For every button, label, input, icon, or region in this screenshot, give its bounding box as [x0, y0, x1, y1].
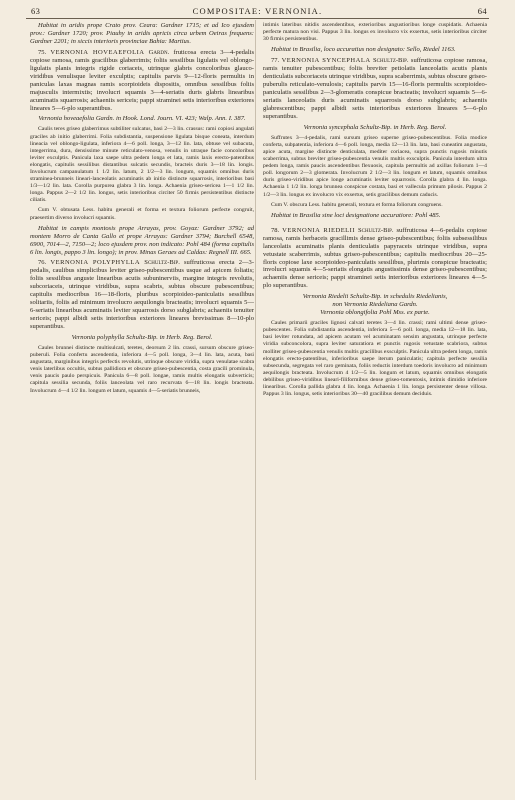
synonym-reference: non Vernonia Riedeliana Gardn.: [332, 301, 418, 309]
habitat-note: Habitat in aridis prope Crato prov. Ceara: Gardner 1715; et ad Ico ejusdem prov.: Gardner 1720; prov. Piauhy in aridis apricis circa urbem Oeiras frequens: Gardner 2201; in siccis interioris provinciae Bahia: Martius.: [30, 22, 254, 45]
synonym-reference: Vernonia polyphylla Schultz-Bip. in Herb. Reg. Berol.: [71, 334, 213, 342]
species-entry-76: [30, 259, 254, 331]
species-author: Schultz-Bip.: [372, 57, 409, 65]
entry-number: 75.: [38, 48, 47, 56]
species-entry-75: [30, 49, 254, 113]
species-entry-77: [263, 57, 487, 121]
page-number-right: 64: [477, 6, 487, 16]
entry-number: 78.: [271, 226, 280, 234]
right-column: [263, 22, 487, 792]
entry-number: 77.: [271, 57, 280, 65]
synonym-reference: Vernonia hoveaefolia Gardn. in Hook. Lond. Journ. VI. 423; Walp. Ann. I. 387.: [38, 115, 246, 123]
species-diagnosis: suffruticosa 4—6-pedalis copiose ramosa, ramis herbaceis gracillimis dense griseo-pubescentibus; foliis subsessilibus lanceolatis acuminatis planis denticulatis papyraceis utrinque viridibus, supra vetustate scaberrimis, subtus griseo-pubescentibus; capitulis mediocribus 20—25-floris copiose laxe scorpioideo-paniculatis sessilibus, plurimis conspicue bracteatis; involucri squamis 4—5-seriatis elongatis angustissimis dense griseo-pubescentibus; achaeniis dense sericeis; pappi straminei setis interioribus exteriores lineares 4—5-plo superantibus.: [263, 226, 487, 290]
synonym-reference: Vernonia Riedelii Schultz-Bip. in schedulis Riedelianis,: [302, 293, 448, 301]
habitat-note: Habitat in Brasilia sine loci designatione accuratiore: Pohl 485.: [271, 211, 441, 219]
left-column: [30, 22, 254, 792]
species-name: VERNONIA POLYPHYLLA: [50, 259, 141, 267]
synonym-reference: Vernonia oblongifolia Pohl Mss. ex parte.: [320, 309, 430, 317]
species-author: Schultz-Bip.: [358, 226, 394, 234]
header-rule: [26, 18, 489, 19]
species-diagnosis: suffruticosa copiose ramosa, ramis tenuiter pubescentibus; foliis breviter petiolatis lanceolatis acutis planis denticulatis subcoriaceis utrinque viridibus, supra scaberrimis, subtus obscure griseo-puberulis reticulato-venulosis; capitulis parvis 15—16-floris permultis scorpioideo-paniculatis sessilibus 2—3-glomeratis conspicue bracteatis; involucri squamis 5—6-seriatis lanceolatis duris acuminatis squarrosis dorso subglabris; achaeniis glabrescentibus; pappi albidi setis interioribus exteriores lineares 5—6-plo superantibus.: [263, 57, 487, 120]
species-description: Caules brunnei distincte multisulcati, teretes, deorsum 2 lin. crassi, sursum obscure griseo-puberuli. Folia confertu ascendentia, inferiora 4—5 poll. longa, 3—4 lin. lata, acuta, basi angustata, marginibus integris perfectis revolutis, utrinque obscure viridia, supra venulatae scabra venis laterlibus occultis, subtus pallidiora et obscure griseo-pubescentia, costa gracili prominula, venis paucis paulo perspicuis. Panicula 6—8 poll. longae, ramis multis elongatis subverticis; capitula sessilia secunda, foliis lanceolata vel raro recurvata 6—18 lin. longis bracteata. Involucrum 4—4 1/2 lin. longum et latum, squamis 4—5-seriatis brunneis,: [30, 345, 254, 394]
species-description: Suffrutex 3—4-pedalis, rami sursum griseo superne griseo-pubescentibus. Folia modice conferta, subpatentia, inferiora 4—6 poll. longa, media 12—13 lin. lata, basi cuneatim angustata, apice acuta, margine distincte denticulata, mediter coriacea, supra punctis rugosis minutis scaberrima, subtus breviter griseo-pubescentia venulis multis exsculptis. Panicula interdum ultra pedem longa, ramis paucis ascendentibus flexuosis, capitula permultis ad axillas foliorum 1—4 poll. longorum 2—3 glomerata. Involucrum 2 1/2—3 lin. longum et latum, squamis omnibus duris griseo-viridibus apice longe acuminatis leviter squarrosis. Corolla glabra 4 lin. longa. Achaenia 1 1/2 lin. longa brunnea conspicue costata, basi et vallecula primum pilosis. Pappus 2 1/2—3 lin. longus ex involucro vix exsertus, setis gracilibus demum caducis.: [263, 134, 487, 198]
habitat-note: Habitat in Brasilia, loco accuratius non designato: Sello, Riedel 1163.: [271, 46, 456, 54]
habitat-note: Habitat in campis montosis prope Arrayas, prov. Goyaz: Gardner 3792; ad montem Morro de Canta Gallo et prope Arrayas: Gardner 3794; Burchell 6548, 6900, 7014—2, 7150—2; loco ejusdem prov. non indicato: Pohl 484 (forma capitulis 6 lin. longis, pappo 3 lin. longo); in prov. Minas Geraes ad Caldas: Regnell III. 665.: [30, 224, 254, 256]
comparison-note: Cum V. obtusata Less. habitu generali et forma et textura foliorum perfecte congruit, praesertim diverso involucri squamis.: [30, 207, 254, 221]
species-description-continued: intimis lateribus nitidis ascendentibus, exterioribus angustioribus longe cuspidatis. Achaenia perfecte matura non visi. Pappus 3 lin. longus ex involucro vix exsertus, setis interioribus circiter 30 firmis persistentibus.: [263, 22, 487, 43]
entry-number: 76.: [38, 259, 47, 267]
species-name: VERNONIA SYNCEPHALA: [281, 57, 371, 65]
species-description: Caules primarii graciles lignosi calvati teretes 3—4 lin. crassi; rami ultimi dense griseo-pubescentes. Folia subdistantia ascendentia, inferiora 5—6 poll. longa, media 12—18 lin. lata, basi leviter rotundata, ad apicem acutam vel acuminatam sensim angustata, utrinque perfecte viridia subconcolora, supra leviter saturatiora et punctis rugosis vetustate scabriora, subtus molliter griseo-pubescentia venulis multis gracilibus exsculptis. Panicula ultra pedem longa, ramis elongatis erecto-patentibus, inferioribus saepe iterum paniculatis; capitula perfecte sessilia subsecunda, segregata vel raro geminata, foliis reductis interdum toedoris involucro ad minimum aequilongis bracteata. Involucrum 4 1/2—5 lin. longum et latum, squamis omnibus elongatis debilibus griseo-viridibus lineari-filiformibus dense griseo-tomentosis, intimis dimidio inferiore linearibus. Corolla pallida glabra 4 lin. longa. Achaenia 1 lin. longa persistenter dense villosa. Pappus 3 lin. longus, setis interioribus 30—40 gracilibus demum deciduis.: [263, 320, 487, 398]
species-author: Schultz-Bip.: [144, 259, 180, 267]
column-divider: [255, 20, 256, 780]
comparison-note: Cum V. obscura Less. habitu generali, textura et forma foliorum congruens.: [271, 201, 443, 208]
synonym-reference: Vernonia syncephala Schultz-Bip. in Herb. Reg. Berol.: [303, 123, 447, 131]
page-number-left: 63: [31, 6, 41, 16]
species-diagnosis: fruticosa erecta 3—4-pedalis copiose ramosa, ramis gracilibus glaberrimis; foliis sessilibus ligulatis vel oblongo-ligulatis planis integris rigide coriaceis, utrinque glabris concoloribus glauco-viridibus venulisque leviter exculptis; capitulis parvis 9—12-floris permultis in paniculas laxas magnas ramis scorpioideis dispositis, omnibus sessilibus foliis majusculis intermixtis; involucri squamis 3—4-seriatis duris glabris linearibus acuminatis squarrosis; achaeniis sericeis; pappi straminei setis interioribus exteriores lineares 5—6-plo superantibus.: [30, 48, 254, 112]
running-title: COMPOSITAE: VERNONIA.: [192, 6, 323, 16]
species-name: VERNONIA HOVEAEFOLIA: [50, 48, 145, 56]
species-entry-78: [263, 227, 487, 291]
species-diagnosis: suffruticosa erecta 2—3-pedalis, caulibus simplicibus leviter griseo-pubescentibus usque ad apicem foliatis; foliis sessilibus anguste linearibus acutis subuninerviis, margine integris revolutis, subcoriaceis, utrinque viridibus, supra scabris, subtus obscure pubescentibus; capitulis mediocribus 16—18-floris, pluribus scorpioideo-paniculatis sessilibus solitariis, foliis ad minimum involucro aequilongis bracteatis; involucri squamis 5—6-seriatis linearibus acuminatis leviter squarrosis dorso subglabris; achaeniis tenuiter sericeis; pappi albidi setis interioribus exteriores lineares brevissimas 8—10-plo superantibus.: [30, 259, 254, 331]
species-description: Caulis teres griseo glaberrimus subtiliter sulcatus, basi 2—3 lin. crassus: rami copiosi angulati graciles ab initio glaberrimi. Folia subdistantia, suspensione ligulata bisque coneata, interdum lineacia vel oblongo-ligulata, inferiora 4—6 poll. longa, 3—12 lin. lata, obtuse vel subacuta, integerrima, dura, densissime minute reticulato-venosa, venulis in utraque facie concoloribus leviter exculptis. Panicula laxa saepe ultra pedem longa et lata, ramis laxis erecto-patentibus elongatis, capitulis sessilibus distantibus sulcatis secundis, bracteis duris 3—18 lin. longis. Involucrum campanulatum 1 1/2 lin. latum, 2 1/2—3 lin. longum, squamis omnibus duris straminea-brunneis lineari-lanceolatis acuminatis ab initio distincte squarrosis, interioribus basi 1/3—1/2 lin. lata. Corolla purpurea glabra 3 lin. longa. Achaenia griseo-sericea 1—1 1/2 lin. longa. Pappus 2—2 1/2 lin. longus, setis interioribus circiter 50 firmis persistentibus distincte ciliatis.: [30, 126, 254, 204]
species-name: VERNONIA RIEDELII: [282, 226, 356, 234]
running-header: [24, 2, 491, 16]
species-author: Gardn.: [148, 48, 170, 56]
